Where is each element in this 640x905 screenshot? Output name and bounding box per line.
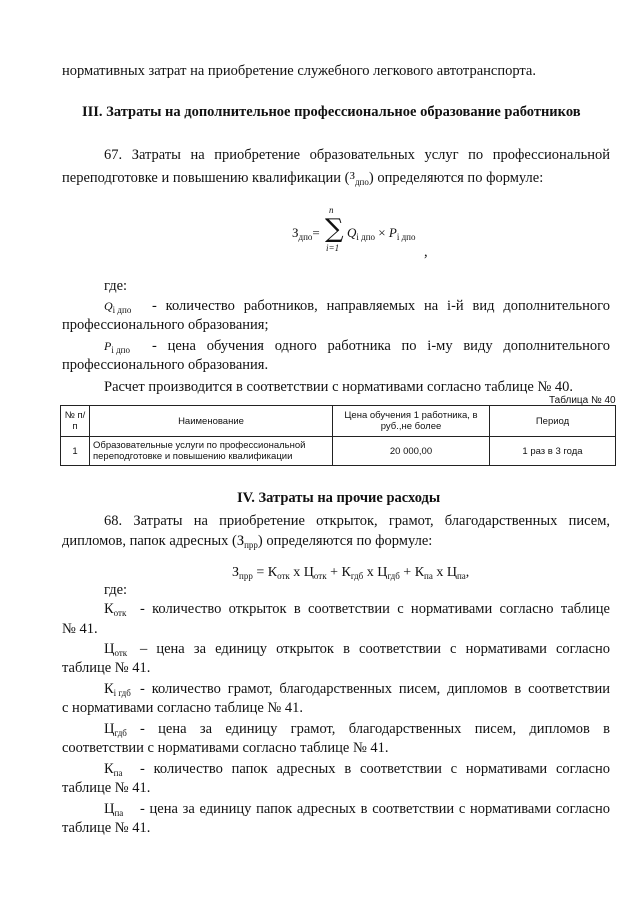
def-c-otk-line-2: таблице № 41. [62,660,151,676]
formula-2: $З_{прр} = К_{отк}$ х $Ц_{отк} + К_{гдб}$ х $Ц_{гдб} + К_{па}$ х $Ц_{па}$, [232,565,470,581]
table-cell: 20 000,00 [333,437,490,466]
where-label-1: где: [104,278,128,294]
table-header-cell: Наименование [90,406,333,437]
def-k-pa: $К_{па}$ - количество папок адресных в соответствии с нормативами согласно [104,761,610,778]
formula-1: $З_{дпо}=$ n ∑ i=1 $Q_{i дпо} \times P_{i дпо}$ [292,205,416,253]
where-label-2: где: [104,582,128,598]
def-k-otk: $К_{отк}$ - количество открыток в соответствии с нормативами согласно таблице [104,601,610,618]
table-header-cell: № п/п [61,406,90,437]
p67-line-1: 67. Затраты на приобретение образовательных услуг по профессиональной [104,147,610,163]
def-k-pa-line-2: таблице № 41. [62,780,151,796]
def-c-gdb-line-2: соответствии с нормативами согласно таблице № 41. [62,740,389,756]
section-4-title: IV. Затраты на прочие расходы [237,490,441,506]
table-header-cell: Цена обучения 1 работника, в руб.,не более [333,406,490,437]
section-3-title: III. Затраты на дополнительное профессиональное образование работников [82,104,581,120]
formula-1-comma: , [424,244,428,260]
def-q-line-2: профессионального образования; [62,317,269,333]
def-c-pa: $Ц_{па}$ - цена за единицу папок адресных в соответствии с нормативами согласно [104,801,610,818]
def-p-line-2: профессионального образования. [62,357,269,373]
top-line: нормативных затрат на приобретение служебного легкового автотранспорта. [62,63,536,79]
table-row [61,437,616,466]
def-q: $Q_{i дпо}$ - количество работников, направляемых на i-й вид дополнительного [104,298,610,315]
table-cell: Образовательные услуги по профессиональной переподготовке и повышению квалификации [90,437,333,466]
calc-note: Расчет производится в соответствии с нормативами согласно таблице № 40. [104,379,574,395]
def-k-otk-line-2: № 41. [62,621,98,637]
def-k-gdb-line-2: с нормативами согласно таблице № 41. [62,700,303,716]
p68-line-1: 68. Затраты на приобретение открыток, грамот, благодарственных писем, [104,513,610,529]
p67-line-2: переподготовке и повышению квалификации ($^З_{дпо}$) определяются по формуле: [62,170,544,187]
table-cell: 1 [61,437,90,466]
def-c-otk: $Ц_{отк}$ – цена за единицу открыток в соответствии с нормативами согласно [104,641,610,658]
table-40-caption: Таблица № 40 [549,395,616,406]
table-40 [60,405,616,466]
def-k-gdb: $К_{i гдб}$ - количество грамот, благодарственных писем, дипломов в соответствии [104,681,610,698]
def-p: $P_{i дпо}$ - цена обучения одного работника по i-му виду дополнительного [104,338,610,355]
def-c-pa-line-2: таблице № 41. [62,820,151,836]
def-c-gdb: $Ц_{гдб}$ - цена за единицу грамот, благодарственных писем, дипломов в [104,721,610,738]
sigma-symbol: ∑ [325,214,344,244]
table-header-row [61,406,616,437]
p68-line-2: дипломов, папок адресных $(З_{прр})$ определяются по формуле: [62,533,433,550]
table-cell: 1 раз в 3 года [490,437,616,466]
table-header-cell: Период [490,406,616,437]
